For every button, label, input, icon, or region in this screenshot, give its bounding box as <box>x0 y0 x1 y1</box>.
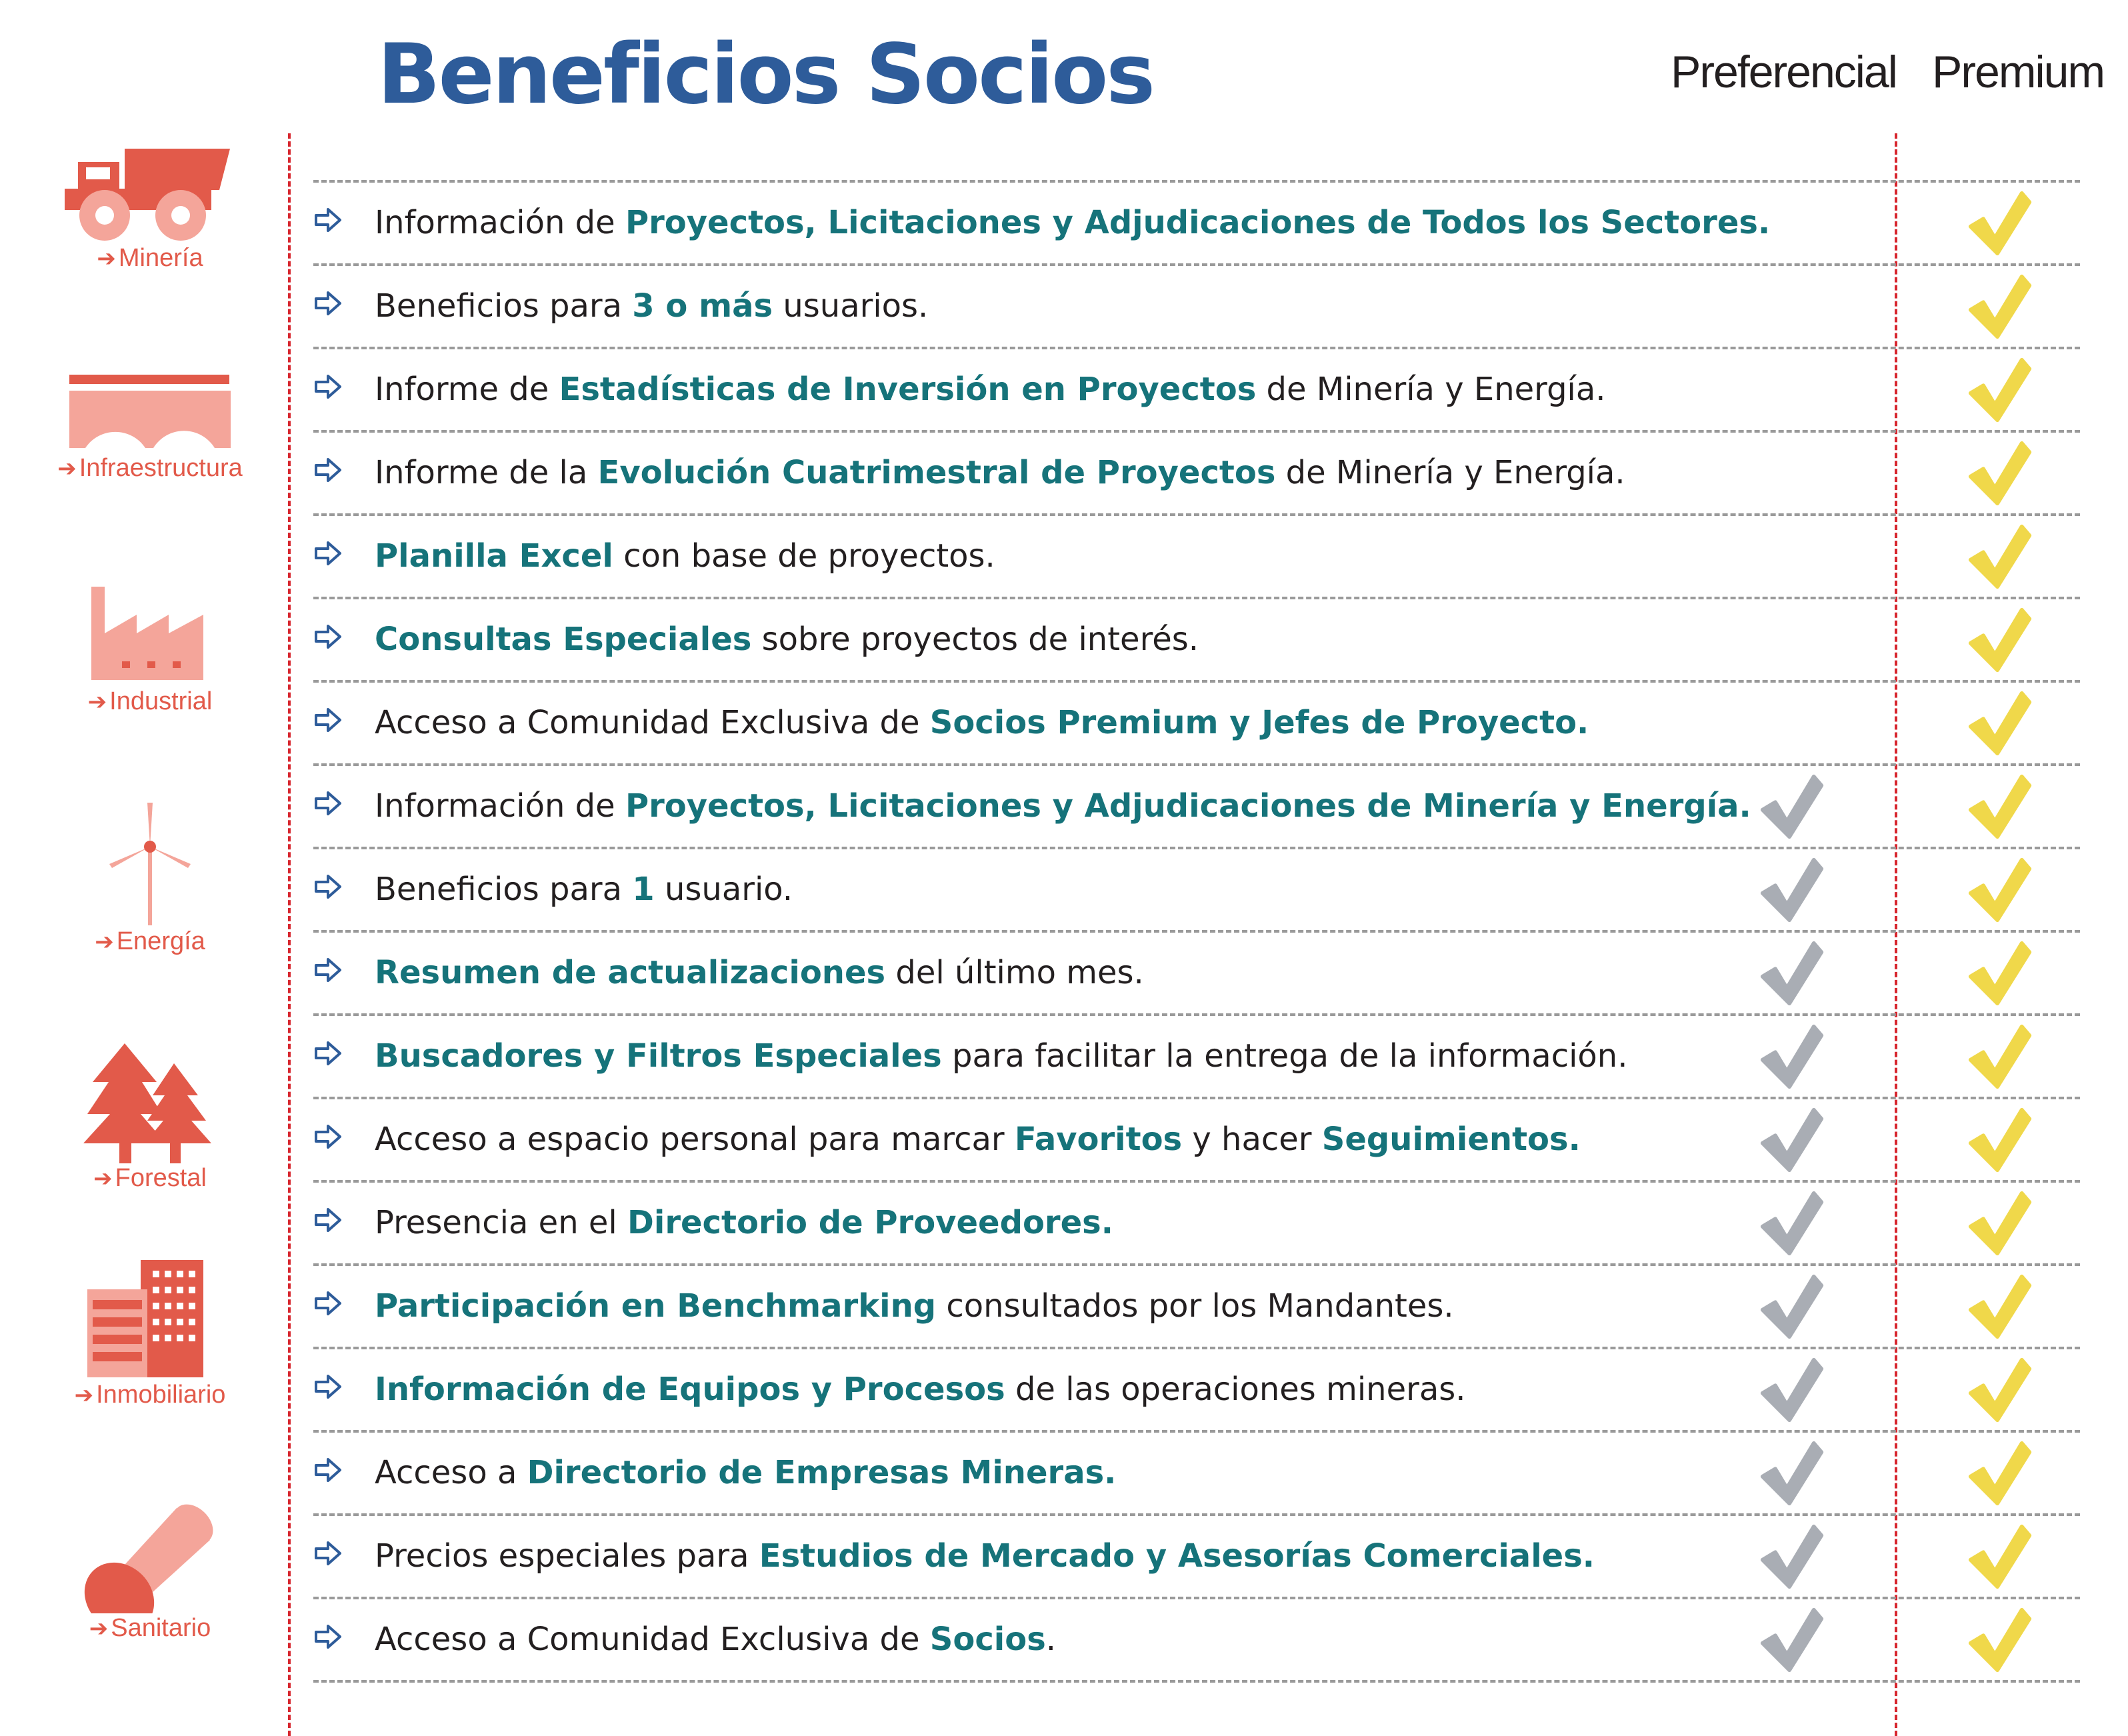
sector-label: Industrial <box>109 687 213 715</box>
benefit-highlight: Resumen de actualizaciones <box>375 954 886 991</box>
arrow-right-icon <box>313 205 343 235</box>
benefit-highlight: Consultas Especiales <box>375 621 752 658</box>
sector-label: Minería <box>118 244 203 272</box>
benefit-row <box>313 1183 2080 1266</box>
arrow-right-icon <box>313 289 343 318</box>
benefit-text-segment: Información de <box>375 787 625 825</box>
benefit-highlight: Proyectos, Licitaciones y Adjudicaciones de Minería y Energía. <box>625 787 1751 825</box>
check-preferencial-icon <box>1759 771 1825 841</box>
benefit-text-segment: Información de <box>375 204 625 241</box>
benefit-text-segment: de Minería y Energía. <box>1275 454 1625 491</box>
benefit-text <box>375 933 1144 1013</box>
check-preferencial-icon <box>1759 1105 1825 1174</box>
check-preferencial-icon <box>1759 1605 1825 1674</box>
benefit-text <box>375 1516 1595 1597</box>
benefit-text <box>375 849 793 930</box>
check-premium-icon <box>1967 605 2033 674</box>
arrow-right-icon <box>313 1289 343 1318</box>
benefit-text-segment: del último mes. <box>885 954 1144 991</box>
benefit-text <box>375 1433 1116 1513</box>
benefit-highlight: Directorio de Empresas Mineras. <box>527 1454 1117 1491</box>
check-preferencial-icon <box>1759 1188 1825 1257</box>
sector-inmobiliario: ➔ Inmobiliario <box>27 1260 273 1411</box>
benefit-highlight: Información de Equipos y Procesos <box>375 1371 1005 1408</box>
arrow-right-icon <box>313 455 343 485</box>
benefit-text-segment: Informe de <box>375 371 559 408</box>
benefit-row <box>313 1516 2080 1599</box>
benefit-text <box>375 1183 1113 1263</box>
benefit-text-segment: sobre proyectos de interés. <box>751 621 1199 658</box>
check-preferencial-icon <box>1759 855 1825 924</box>
check-premium-icon <box>1967 1605 2033 1674</box>
benefit-text-segment: Informe de la <box>375 454 598 491</box>
benefit-highlight: Evolución Cuatrimestral de Proyectos <box>597 454 1276 491</box>
check-premium-icon <box>1967 1438 2033 1507</box>
check-preferencial-icon <box>1759 1021 1825 1091</box>
benefit-row <box>313 349 2080 433</box>
benefit-text-segment: usuario. <box>654 871 793 908</box>
benefit-row <box>313 1433 2080 1516</box>
benefit-text-segment: . <box>1045 1621 1057 1658</box>
benefit-text-segment: Acceso a Comunidad Exclusiva de <box>375 704 930 741</box>
benefit-text-segment: con base de proyectos. <box>613 537 995 575</box>
check-preferencial-icon <box>1759 1355 1825 1424</box>
check-premium-icon <box>1967 938 2033 1007</box>
factory-icon <box>83 580 217 687</box>
benefit-text <box>375 1016 1627 1097</box>
benefit-highlight: Proyectos, Licitaciones y Adjudicaciones de Todos los Sectores. <box>625 204 1771 241</box>
pipe-icon <box>77 1500 223 1613</box>
benefit-highlight: 1 <box>632 871 655 908</box>
benefit-highlight: Seguimientos. <box>1321 1121 1581 1158</box>
arrow-right-icon <box>313 622 343 651</box>
check-preferencial-icon <box>1759 1271 1825 1341</box>
arrow-right-icon <box>313 872 343 901</box>
benefit-text-segment: y hacer <box>1182 1121 1322 1158</box>
benefit-text-segment: Acceso a espacio personal para marcar <box>375 1121 1015 1158</box>
bridge-icon <box>67 373 233 453</box>
benefit-text <box>375 183 1770 263</box>
sidebar-divider <box>288 133 291 1736</box>
benefit-highlight: Estudios de Mercado y Asesorías Comerciales. <box>759 1537 1595 1575</box>
arrow-right-icon <box>313 705 343 735</box>
benefit-text-segment: Beneficios para <box>375 871 633 908</box>
sector-label: Infraestructura <box>79 454 243 482</box>
benefit-row <box>313 933 2080 1016</box>
benefit-row <box>313 1599 2080 1683</box>
check-premium-icon <box>1967 1521 2033 1591</box>
check-premium-icon <box>1967 1271 2033 1341</box>
arrow-right-icon <box>313 1122 343 1151</box>
check-premium-icon <box>1967 438 2033 507</box>
benefit-text-segment: de las operaciones mineras. <box>1005 1371 1466 1408</box>
benefit-text <box>375 683 1589 763</box>
sector-mineria: ➔ Minería <box>27 143 273 274</box>
benefit-row <box>313 1016 2080 1099</box>
column-header-preferencial: Preferencial <box>1671 47 1897 97</box>
arrow-right-icon <box>313 955 343 985</box>
arrow-right-icon <box>313 1372 343 1401</box>
benefit-highlight: Directorio de Proveedores. <box>627 1204 1113 1241</box>
benefit-text <box>375 1266 1454 1347</box>
check-premium-icon <box>1967 855 2033 924</box>
benefit-highlight: Participación en Benchmarking <box>375 1287 937 1325</box>
benefit-highlight: Buscadores y Filtros Especiales <box>375 1037 942 1075</box>
benefit-row <box>313 1099 2080 1183</box>
check-preferencial-icon <box>1759 938 1825 1007</box>
check-preferencial-icon <box>1759 1521 1825 1591</box>
check-premium-icon <box>1967 188 2033 257</box>
benefit-text-segment: Acceso a Comunidad Exclusiva de <box>375 1621 930 1658</box>
buildings-icon <box>83 1260 217 1380</box>
benefit-text <box>375 349 1606 430</box>
check-premium-icon <box>1967 521 2033 591</box>
benefit-text-segment: consultados por los Mandantes. <box>936 1287 1454 1325</box>
check-preferencial-icon <box>1759 1438 1825 1507</box>
benefit-highlight: Favoritos <box>1014 1121 1183 1158</box>
sector-industrial: ➔ Industrial <box>27 580 273 717</box>
arrow-right-icon <box>313 1205 343 1235</box>
sector-label: Forestal <box>115 1164 207 1192</box>
check-premium-icon <box>1967 1021 2033 1091</box>
benefit-text-segment: Presencia en el <box>375 1204 628 1241</box>
benefit-text-segment: para facilitar la entrega de la información. <box>941 1037 1628 1075</box>
arrow-right-icon <box>313 539 343 568</box>
benefit-text <box>375 1349 1466 1430</box>
check-premium-icon <box>1967 688 2033 757</box>
benefit-row <box>313 849 2080 933</box>
benefit-text-segment: de Minería y Energía. <box>1256 371 1606 408</box>
benefit-text-segment: Precios especiales para <box>375 1537 759 1575</box>
sector-forestal: ➔ Forestal <box>27 1043 273 1194</box>
mining-truck-icon <box>63 143 237 243</box>
benefit-highlight: 3 o más <box>632 287 773 325</box>
benefit-row <box>313 683 2080 766</box>
benefit-text <box>375 1099 1581 1180</box>
benefit-row <box>313 433 2080 516</box>
benefit-highlight: Estadísticas de Inversión en Proyectos <box>559 371 1257 408</box>
arrow-right-icon <box>313 789 343 818</box>
sector-sanitario: ➔ Sanitario <box>27 1500 273 1644</box>
check-premium-icon <box>1967 1105 2033 1174</box>
sector-label: Inmobiliario <box>96 1381 226 1409</box>
benefit-row <box>313 266 2080 349</box>
wind-turbine-icon <box>100 800 200 927</box>
column-header-premium: Premium <box>1932 47 2105 97</box>
benefit-highlight: Socios <box>929 1621 1046 1658</box>
sector-label: Sanitario <box>111 1614 211 1642</box>
page-title: Beneficios Socios <box>377 27 1154 123</box>
benefit-highlight: Planilla Excel <box>375 537 613 575</box>
benefit-row <box>313 599 2080 683</box>
sector-infraestructura: ➔ Infraestructura <box>27 373 273 484</box>
arrow-right-icon <box>313 1455 343 1485</box>
benefit-row <box>313 1266 2080 1349</box>
check-premium-icon <box>1967 1355 2033 1424</box>
benefit-highlight: Socios Premium y Jefes de Proyecto. <box>929 704 1589 741</box>
check-premium-icon <box>1967 271 2033 341</box>
check-premium-icon <box>1967 771 2033 841</box>
benefit-text <box>375 516 995 597</box>
arrow-right-icon <box>313 1539 343 1568</box>
arrow-right-icon <box>313 1622 343 1651</box>
benefit-row <box>313 766 2080 849</box>
check-premium-icon <box>1967 1188 2033 1257</box>
benefit-row <box>313 516 2080 599</box>
benefit-text-segment: usuarios. <box>773 287 929 325</box>
benefit-text <box>375 1599 1056 1680</box>
arrow-right-icon <box>313 372 343 401</box>
benefit-text <box>375 433 1625 513</box>
benefit-text-segment: Beneficios para <box>375 287 633 325</box>
trees-icon <box>83 1043 217 1163</box>
arrow-right-icon <box>313 1039 343 1068</box>
benefit-row <box>313 1349 2080 1433</box>
benefits-table <box>313 180 2080 1683</box>
benefit-text-segment: Acceso a <box>375 1454 527 1491</box>
sector-label: Energía <box>116 927 205 955</box>
sector-energia: ➔ Energía <box>27 800 273 957</box>
check-premium-icon <box>1967 355 2033 424</box>
benefit-text <box>375 766 1751 847</box>
benefit-row <box>313 183 2080 266</box>
benefit-text <box>375 599 1199 680</box>
benefit-text <box>375 266 928 347</box>
